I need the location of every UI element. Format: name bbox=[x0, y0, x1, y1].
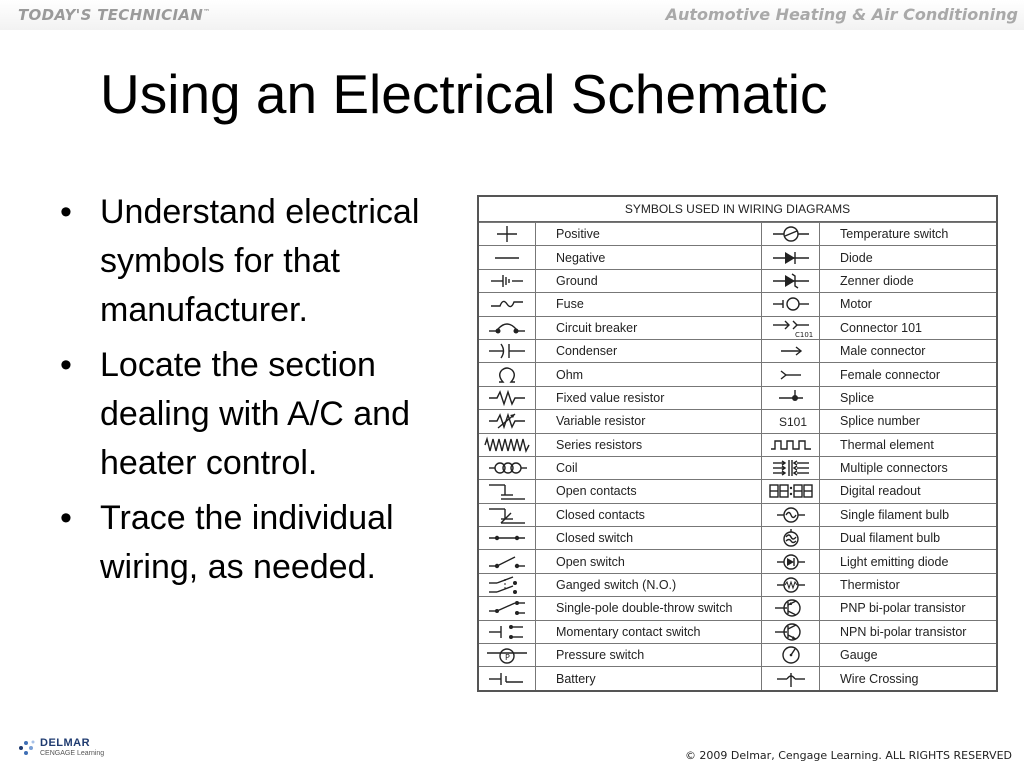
fuse-icon bbox=[483, 294, 531, 314]
symbol-cell bbox=[479, 573, 536, 596]
trademark-mark: ™ bbox=[203, 8, 211, 16]
symbols-table bbox=[477, 195, 998, 692]
bullet-text: Locate the section dealing with A/C and heater control. bbox=[100, 346, 410, 482]
momentary-switch-icon bbox=[483, 622, 531, 642]
gauge-icon bbox=[767, 645, 815, 665]
symbol-cell bbox=[479, 620, 536, 643]
led-icon bbox=[767, 552, 815, 572]
temperature-switch-icon bbox=[767, 224, 815, 244]
symbol-label: NPN bi-polar transistor bbox=[820, 620, 997, 643]
splice-icon bbox=[767, 388, 815, 408]
symbol-label: Pressure switch bbox=[536, 644, 762, 667]
symbol-label: Thermal element bbox=[820, 433, 997, 456]
symbol-cell bbox=[762, 644, 820, 667]
symbol-label: Splice number bbox=[820, 410, 997, 433]
npn-transistor-icon bbox=[767, 622, 815, 642]
symbol-cell bbox=[479, 386, 536, 409]
symbol-cell bbox=[762, 269, 820, 292]
symbols-grid bbox=[479, 222, 996, 690]
header-bar bbox=[0, 0, 1024, 30]
thermistor-icon bbox=[767, 575, 815, 595]
slide-title: Using an Electrical Schematic bbox=[100, 63, 828, 125]
male-connector-icon bbox=[767, 341, 815, 361]
symbol-cell bbox=[762, 480, 820, 503]
symbol-label: Negative bbox=[536, 246, 762, 269]
multiple-connectors-icon bbox=[767, 458, 815, 478]
symbol-label: Ganged switch (N.O.) bbox=[536, 573, 762, 596]
symbol-cell bbox=[479, 550, 536, 573]
symbol-cell bbox=[479, 410, 536, 433]
symbol-cell bbox=[479, 644, 536, 667]
symbol-cell bbox=[762, 667, 820, 690]
symbol-label: Closed contacts bbox=[536, 503, 762, 526]
symbol-label: Coil bbox=[536, 456, 762, 479]
bullet-text: Understand electrical symbols for that manufacturer. bbox=[100, 193, 420, 329]
pressure-switch-icon bbox=[483, 645, 531, 665]
symbol-cell bbox=[479, 246, 536, 269]
bullet-text: Trace the individual wiring, as needed. bbox=[100, 499, 394, 586]
brand-name: TODAY'S TECHNICIAN bbox=[18, 6, 204, 24]
symbol-cell bbox=[479, 503, 536, 526]
symbol-row bbox=[479, 597, 996, 620]
symbol-cell bbox=[479, 363, 536, 386]
wire-crossing-icon bbox=[767, 669, 815, 689]
symbol-cell bbox=[762, 456, 820, 479]
symbol-cell bbox=[479, 456, 536, 479]
symbol-label: Diode bbox=[820, 246, 997, 269]
symbol-label: Male connector bbox=[820, 339, 997, 362]
female-connector-icon bbox=[767, 365, 815, 385]
symbol-cell bbox=[479, 223, 536, 246]
logo-name: DELMAR bbox=[40, 737, 91, 749]
symbol-label: Ground bbox=[536, 269, 762, 292]
condenser-icon bbox=[483, 341, 531, 361]
zener-diode-icon bbox=[767, 271, 815, 291]
open-contacts-icon bbox=[483, 481, 531, 501]
symbol-row bbox=[479, 644, 996, 667]
symbols-table-heading: SYMBOLS USED IN WIRING DIAGRAMS bbox=[479, 197, 996, 222]
symbol-label: Thermistor bbox=[820, 573, 997, 596]
ganged-switch-icon bbox=[483, 575, 531, 595]
symbol-cell bbox=[762, 410, 820, 433]
symbol-label: Light emitting diode bbox=[820, 550, 997, 573]
symbol-cell bbox=[479, 293, 536, 316]
closed-contacts-icon bbox=[483, 505, 531, 525]
series-resistors-icon bbox=[483, 435, 531, 455]
symbol-cell bbox=[762, 503, 820, 526]
symbol-label: Momentary contact switch bbox=[536, 620, 762, 643]
svg-text:P: P bbox=[505, 653, 510, 663]
symbol-label: Female connector bbox=[820, 363, 997, 386]
logo-subtitle: CENGAGE Learning bbox=[40, 750, 105, 757]
symbol-cell bbox=[479, 480, 536, 503]
symbol-row bbox=[479, 667, 996, 690]
symbol-label: Single-pole double-throw switch bbox=[536, 597, 762, 620]
symbol-label: Wire Crossing bbox=[820, 667, 997, 690]
symbol-cell bbox=[762, 597, 820, 620]
symbol-row bbox=[479, 316, 996, 339]
symbol-row bbox=[479, 480, 996, 503]
digital-readout-icon bbox=[767, 481, 815, 501]
symbol-cell bbox=[762, 573, 820, 596]
delmar-logo-icon bbox=[18, 739, 36, 757]
symbol-label: Digital readout bbox=[820, 480, 997, 503]
closed-switch-icon bbox=[483, 528, 531, 548]
coil-icon bbox=[483, 458, 531, 478]
symbol-cell bbox=[762, 386, 820, 409]
fixed-resistor-icon bbox=[483, 388, 531, 408]
positive-icon bbox=[483, 224, 531, 244]
symbol-label: Series resistors bbox=[536, 433, 762, 456]
symbol-label: Open contacts bbox=[536, 480, 762, 503]
symbol-label: Fixed value resistor bbox=[536, 386, 762, 409]
symbol-row bbox=[479, 456, 996, 479]
symbol-label: Battery bbox=[536, 667, 762, 690]
splice-number-icon bbox=[767, 411, 815, 431]
symbol-row bbox=[479, 269, 996, 292]
symbol-label: Splice bbox=[820, 386, 997, 409]
brand-logo bbox=[18, 6, 210, 24]
symbol-row bbox=[479, 620, 996, 643]
symbol-cell bbox=[762, 316, 820, 339]
symbol-label: Circuit breaker bbox=[536, 316, 762, 339]
symbol-row bbox=[479, 386, 996, 409]
variable-resistor-icon bbox=[483, 411, 531, 431]
symbol-label: Connector 101 bbox=[820, 316, 997, 339]
bullet-dot: • bbox=[60, 346, 72, 384]
bullet-dot: • bbox=[60, 193, 72, 231]
bullet-item bbox=[60, 188, 480, 335]
symbol-row bbox=[479, 573, 996, 596]
pnp-transistor-icon bbox=[767, 598, 815, 618]
bullet-list bbox=[60, 188, 480, 598]
bullet-item bbox=[60, 494, 480, 592]
ohm-icon bbox=[483, 365, 531, 385]
symbol-cell bbox=[479, 269, 536, 292]
symbol-label: Positive bbox=[536, 223, 762, 246]
symbol-cell bbox=[762, 293, 820, 316]
symbol-row bbox=[479, 246, 996, 269]
symbol-label: Zenner diode bbox=[820, 269, 997, 292]
symbol-label: PNP bi-polar transistor bbox=[820, 597, 997, 620]
symbol-cell bbox=[479, 527, 536, 550]
symbol-cell bbox=[762, 433, 820, 456]
symbol-row bbox=[479, 503, 996, 526]
symbol-cell bbox=[762, 527, 820, 550]
symbol-label: Closed switch bbox=[536, 527, 762, 550]
circuit-breaker-icon bbox=[483, 318, 531, 338]
diode-icon bbox=[767, 248, 815, 268]
ground-icon bbox=[483, 271, 531, 291]
symbol-cell bbox=[479, 339, 536, 362]
symbol-cell bbox=[762, 246, 820, 269]
connector-tag-text: C101 bbox=[794, 330, 813, 338]
symbol-label: Multiple connectors bbox=[820, 456, 997, 479]
course-title: Automotive Heating & Air Conditioning bbox=[665, 5, 1018, 24]
symbol-cell bbox=[479, 316, 536, 339]
symbol-label: Temperature switch bbox=[820, 223, 997, 246]
symbol-cell bbox=[479, 597, 536, 620]
connector-icon bbox=[767, 318, 815, 338]
symbol-row bbox=[479, 433, 996, 456]
symbol-label: Motor bbox=[820, 293, 997, 316]
symbol-row bbox=[479, 363, 996, 386]
battery-icon bbox=[483, 669, 531, 689]
symbol-cell bbox=[479, 667, 536, 690]
symbol-row bbox=[479, 339, 996, 362]
symbol-label: Dual filament bulb bbox=[820, 527, 997, 550]
dual-filament-bulb-icon bbox=[767, 528, 815, 548]
symbol-cell bbox=[762, 363, 820, 386]
symbol-cell bbox=[479, 433, 536, 456]
symbol-row bbox=[479, 550, 996, 573]
symbol-cell bbox=[762, 339, 820, 362]
symbol-label: Single filament bulb bbox=[820, 503, 997, 526]
symbol-label: Variable resistor bbox=[536, 410, 762, 433]
symbol-row bbox=[479, 293, 996, 316]
open-switch-icon bbox=[483, 552, 531, 572]
copyright-notice: © 2009 Delmar, Cengage Learning. ALL RIGHTS RESERVED bbox=[684, 749, 1012, 762]
thermal-element-icon bbox=[767, 435, 815, 455]
symbol-label: Condenser bbox=[536, 339, 762, 362]
symbol-label: Gauge bbox=[820, 644, 997, 667]
spdt-switch-icon bbox=[483, 598, 531, 618]
splice-tag-text: S101 bbox=[778, 415, 807, 430]
symbol-row bbox=[479, 410, 996, 433]
motor-icon bbox=[767, 294, 815, 314]
symbol-label: Ohm bbox=[536, 363, 762, 386]
symbol-label: Open switch bbox=[536, 550, 762, 573]
symbol-cell bbox=[762, 223, 820, 246]
negative-icon bbox=[483, 248, 531, 268]
symbol-row bbox=[479, 223, 996, 246]
symbol-row bbox=[479, 527, 996, 550]
bullet-dot: • bbox=[60, 499, 72, 537]
symbol-cell bbox=[762, 620, 820, 643]
bullet-item bbox=[60, 341, 480, 488]
single-filament-bulb-icon bbox=[767, 505, 815, 525]
symbol-cell bbox=[762, 550, 820, 573]
symbol-label: Fuse bbox=[536, 293, 762, 316]
